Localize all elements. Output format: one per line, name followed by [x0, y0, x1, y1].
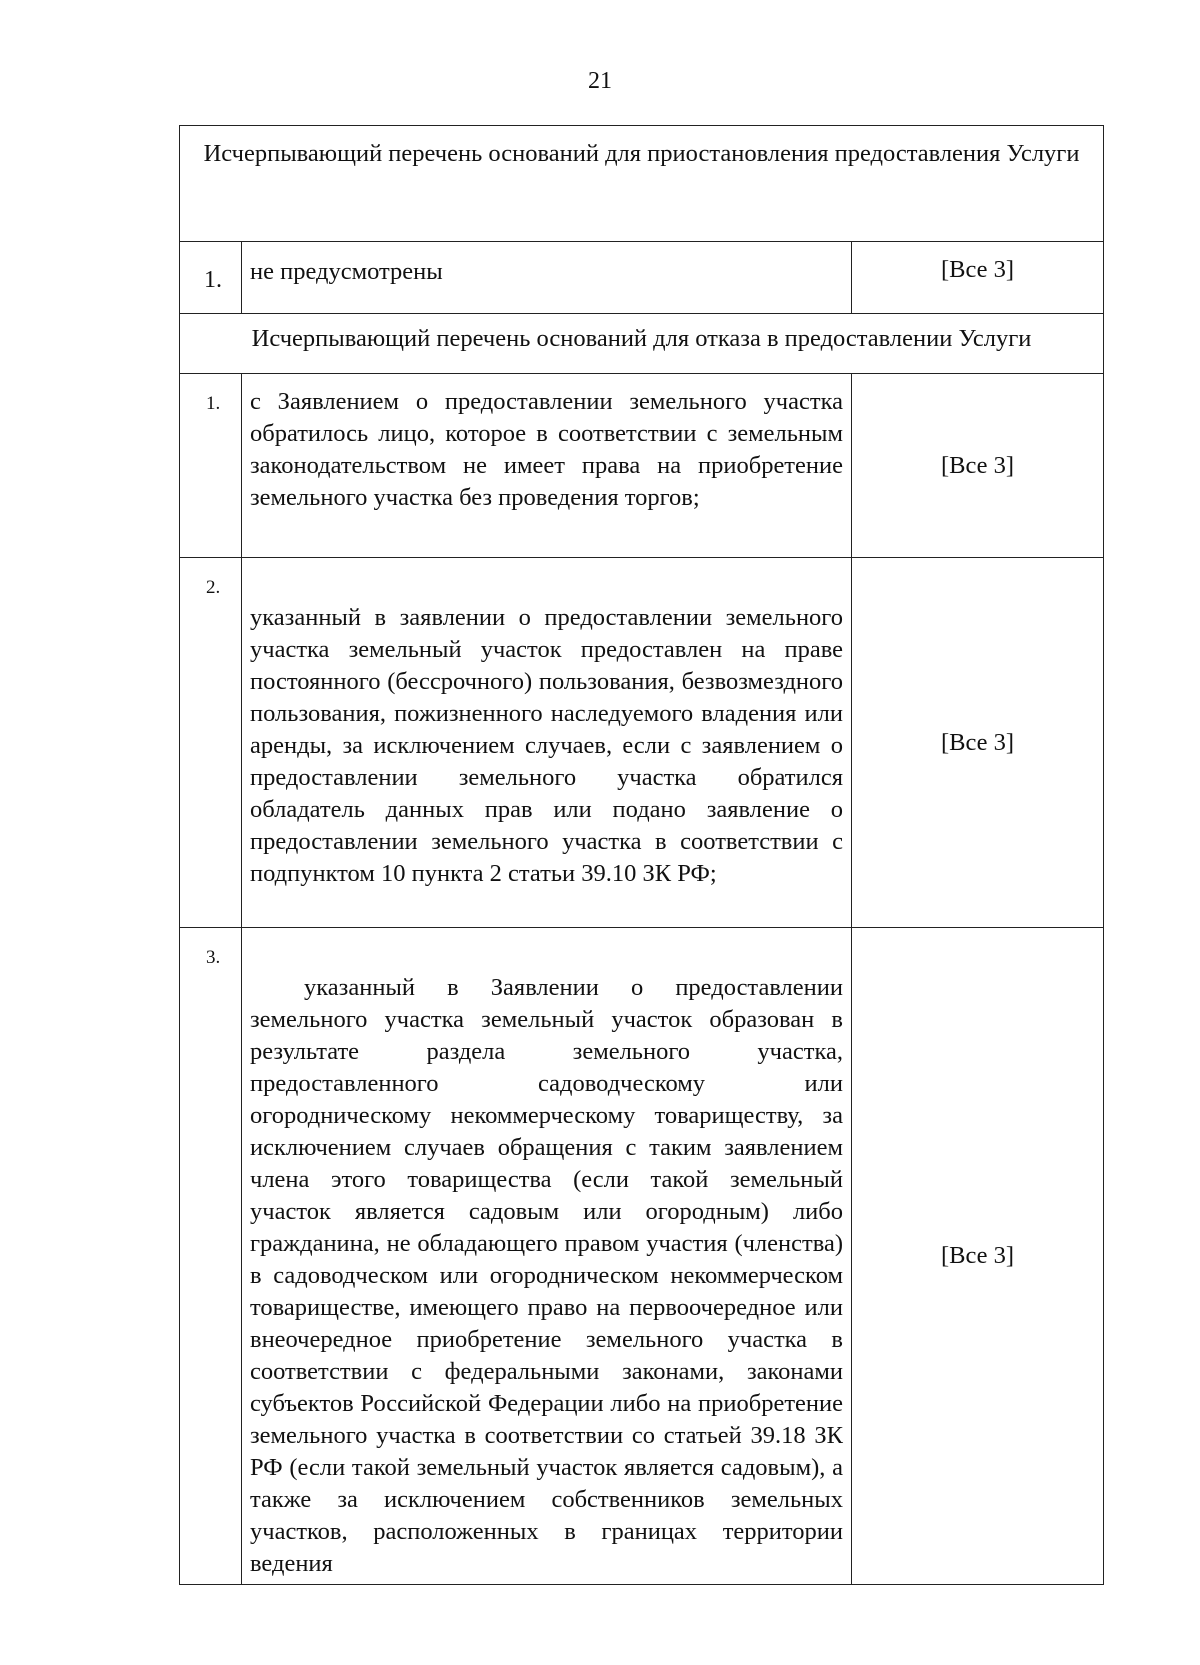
table-row	[180, 928, 1104, 1585]
row-number: 1.	[180, 242, 242, 314]
grounds-table	[179, 125, 1104, 1585]
row-text: указанный в заявлении о предоставлении земельного участка земельный участок предоставлен на праве постоянного (бессрочного) пользования, безвозмездного пользования, пожизненного наследуемого владения или аренды, за исключением случаев, если с заявлением о предоставлении земельного участка обратился обладатель данных прав или подано заявление о предоставлении земельного участка в соответствии с подпунктом 10 пункта 2 статьи 39.10 ЗК РФ;	[250, 604, 843, 887]
table-row	[180, 374, 1104, 558]
page-number: 21	[588, 68, 612, 94]
row-text: с Заявлением о предоставлении земельного участка обратилось лицо, которое в соответствии с земельным законодательством не имеет права на приобретение земельного участка без проведения торгов;	[242, 374, 852, 558]
table-row	[180, 558, 1104, 928]
suspension-section-title: Исчерпывающий перечень оснований для приостановления предоставления Услуги	[180, 126, 1104, 242]
row-number: 3.	[180, 928, 242, 1585]
row-number: 2.	[180, 558, 242, 928]
row-reference: [Все 3]	[852, 558, 1104, 928]
row-text: не предусмотрены	[242, 242, 852, 314]
row-reference: [Все 3]	[852, 374, 1104, 558]
refusal-section-header	[180, 314, 1104, 374]
row-reference: [Все 3]	[852, 242, 1104, 314]
table-row	[180, 242, 1104, 314]
row-number: 1.	[180, 374, 242, 558]
row-text-cell	[242, 928, 852, 1585]
suspension-section-header	[180, 126, 1104, 242]
row-text-cell	[242, 558, 852, 928]
row-text: указанный в Заявлении о предоставлении земельного участка земельный участок образован в результате раздела земельного участка, предоставленного садоводческому или огородническому некоммерческому товариществу, за исключением случаев обращения с таким заявлением члена этого товарищества (если такой земельный участок является садовым или огородным) либо гражданина, не обладающего правом участия (членства) в садоводческом или огородническом некоммерческом товариществе, имеющего право на первоочередное или внеочередное приобретение земельного участка в соответствии с федеральными законами, законами субъектов Российской Федерации либо на приобретение земельного участка в соответствии со статьей 39.18 ЗК РФ (если такой земельный участок является садовым), а также за исключением собственников земельных участков, расположенных в границах территории ведения	[250, 974, 843, 1577]
refusal-section-title: Исчерпывающий перечень оснований для отказа в предоставлении Услуги	[180, 314, 1104, 374]
row-reference: [Все 3]	[852, 928, 1104, 1585]
